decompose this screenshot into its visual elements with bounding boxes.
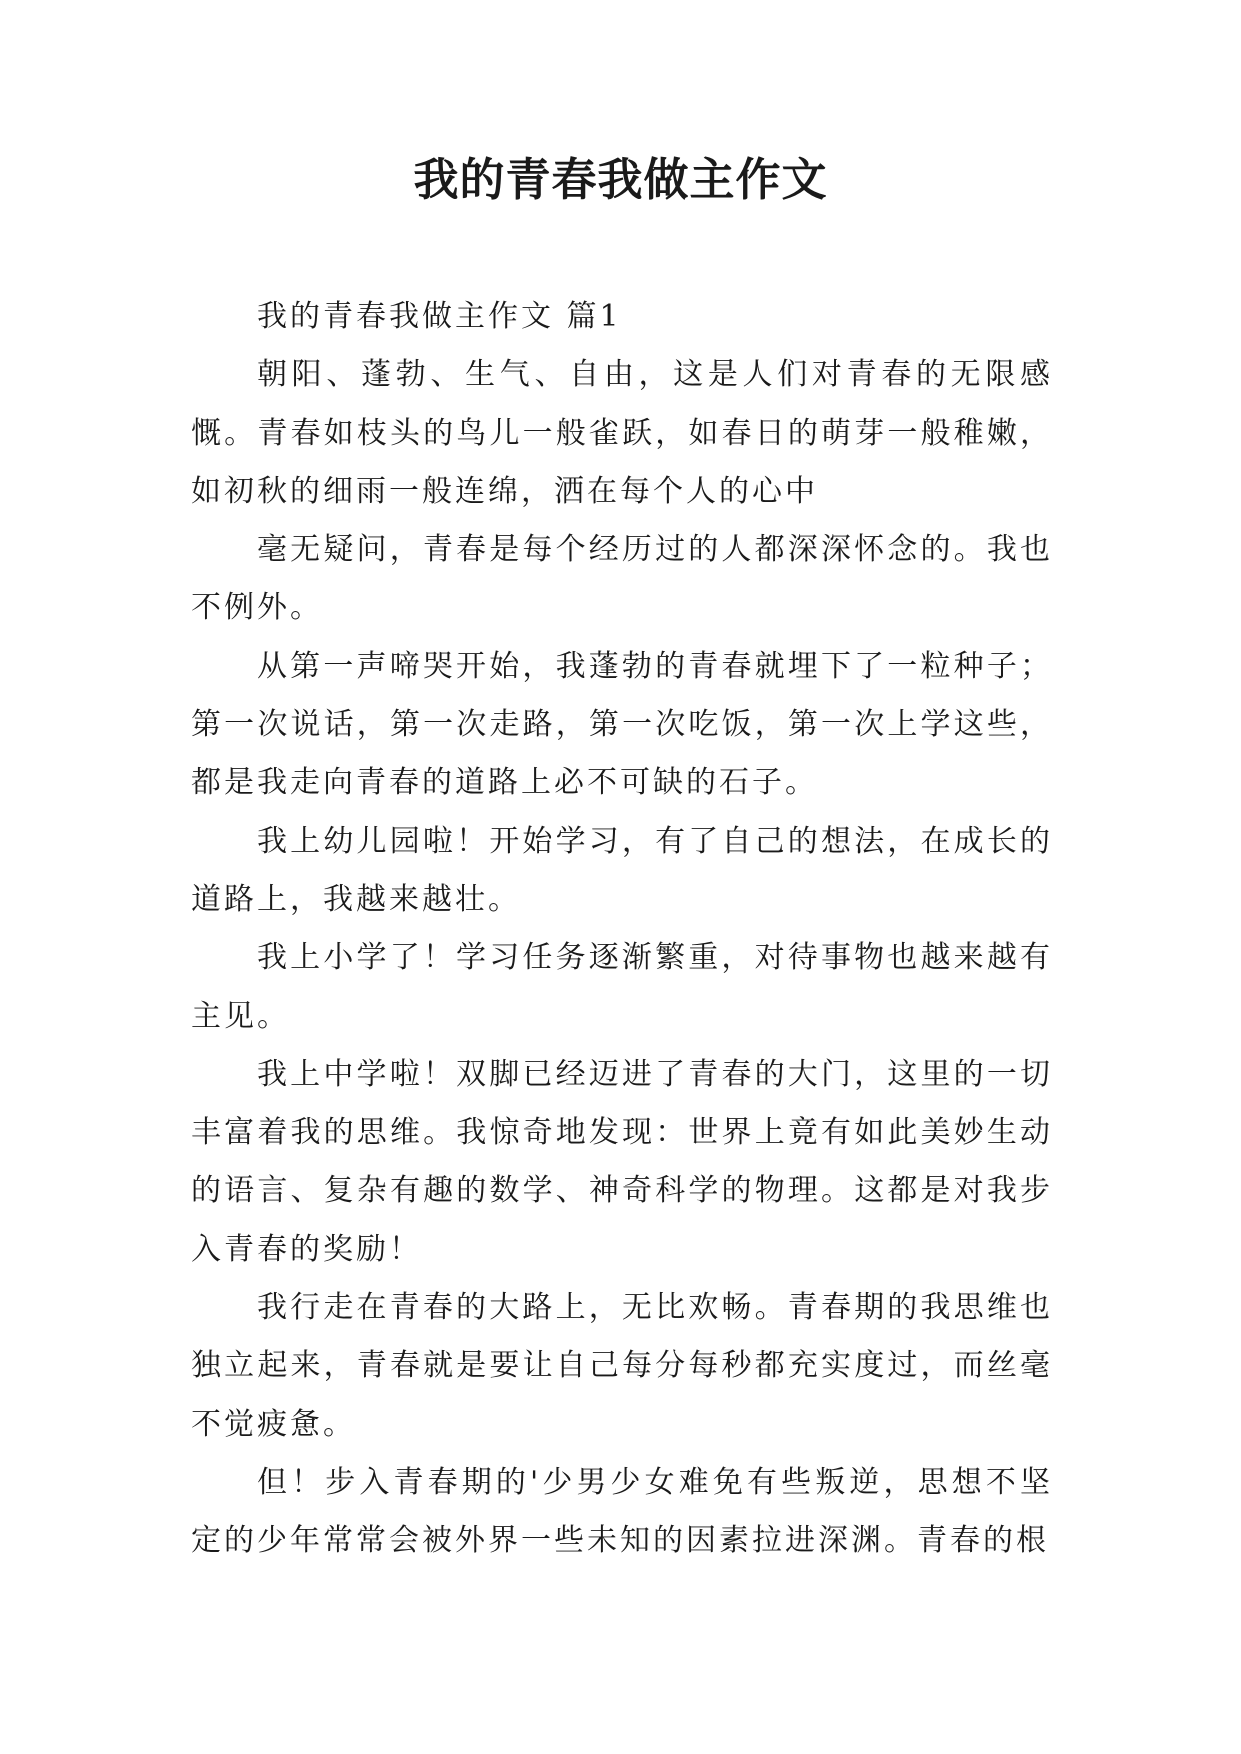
paragraph: 但！步入青春期的'少男少女难免有些叛逆，思想不坚定的少年常常会被外界一些未知的因素拉进深渊。青春的根	[191, 1464, 1053, 1559]
paragraph: 我行走在青春的大路上，无比欢畅。青春期的我思维也独立起来，青春就是要让自己每分每秒都充实度过，而丝毫不觉疲惫。	[191, 1290, 1053, 1442]
paragraph: 我上小学了！学习任务逐渐繁重，对待事物也越来越有主见。	[191, 940, 1053, 1034]
paragraph: 朝阳、蓬勃、生气、自由，这是人们对青春的无限感慨。青春如枝头的鸟儿一般雀跃，如春日的萌芽一般稚嫩，如初秋的细雨一般连绵，洒在每个人的心中	[191, 357, 1053, 509]
paragraph: 我上幼儿园啦！开始学习，有了自己的想法，在成长的道路上，我越来越壮。	[191, 823, 1053, 917]
section-heading: 我的青春我做主作文 篇1	[257, 299, 622, 334]
paragraph: 我上中学啦！双脚已经迈进了青春的大门，这里的一切丰富着我的思维。我惊奇地发现：世界上竟有如此美妙生动的语言、复杂有趣的数学、神奇科学的物理。这都是对我步入青春的奖励！	[191, 1056, 1053, 1267]
paragraph: 毫无疑问，青春是每个经历过的人都深深怀念的。我也不例外。	[191, 532, 1053, 626]
document-body	[191, 288, 1053, 1571]
document-title: 我的青春我做主作文	[413, 153, 828, 206]
paragraph: 从第一声啼哭开始，我蓬勃的青春就埋下了一粒种子；第一次说话，第一次走路，第一次吃饭，第一次上学这些，都是我走向青春的道路上必不可缺的石子。	[191, 648, 1053, 801]
